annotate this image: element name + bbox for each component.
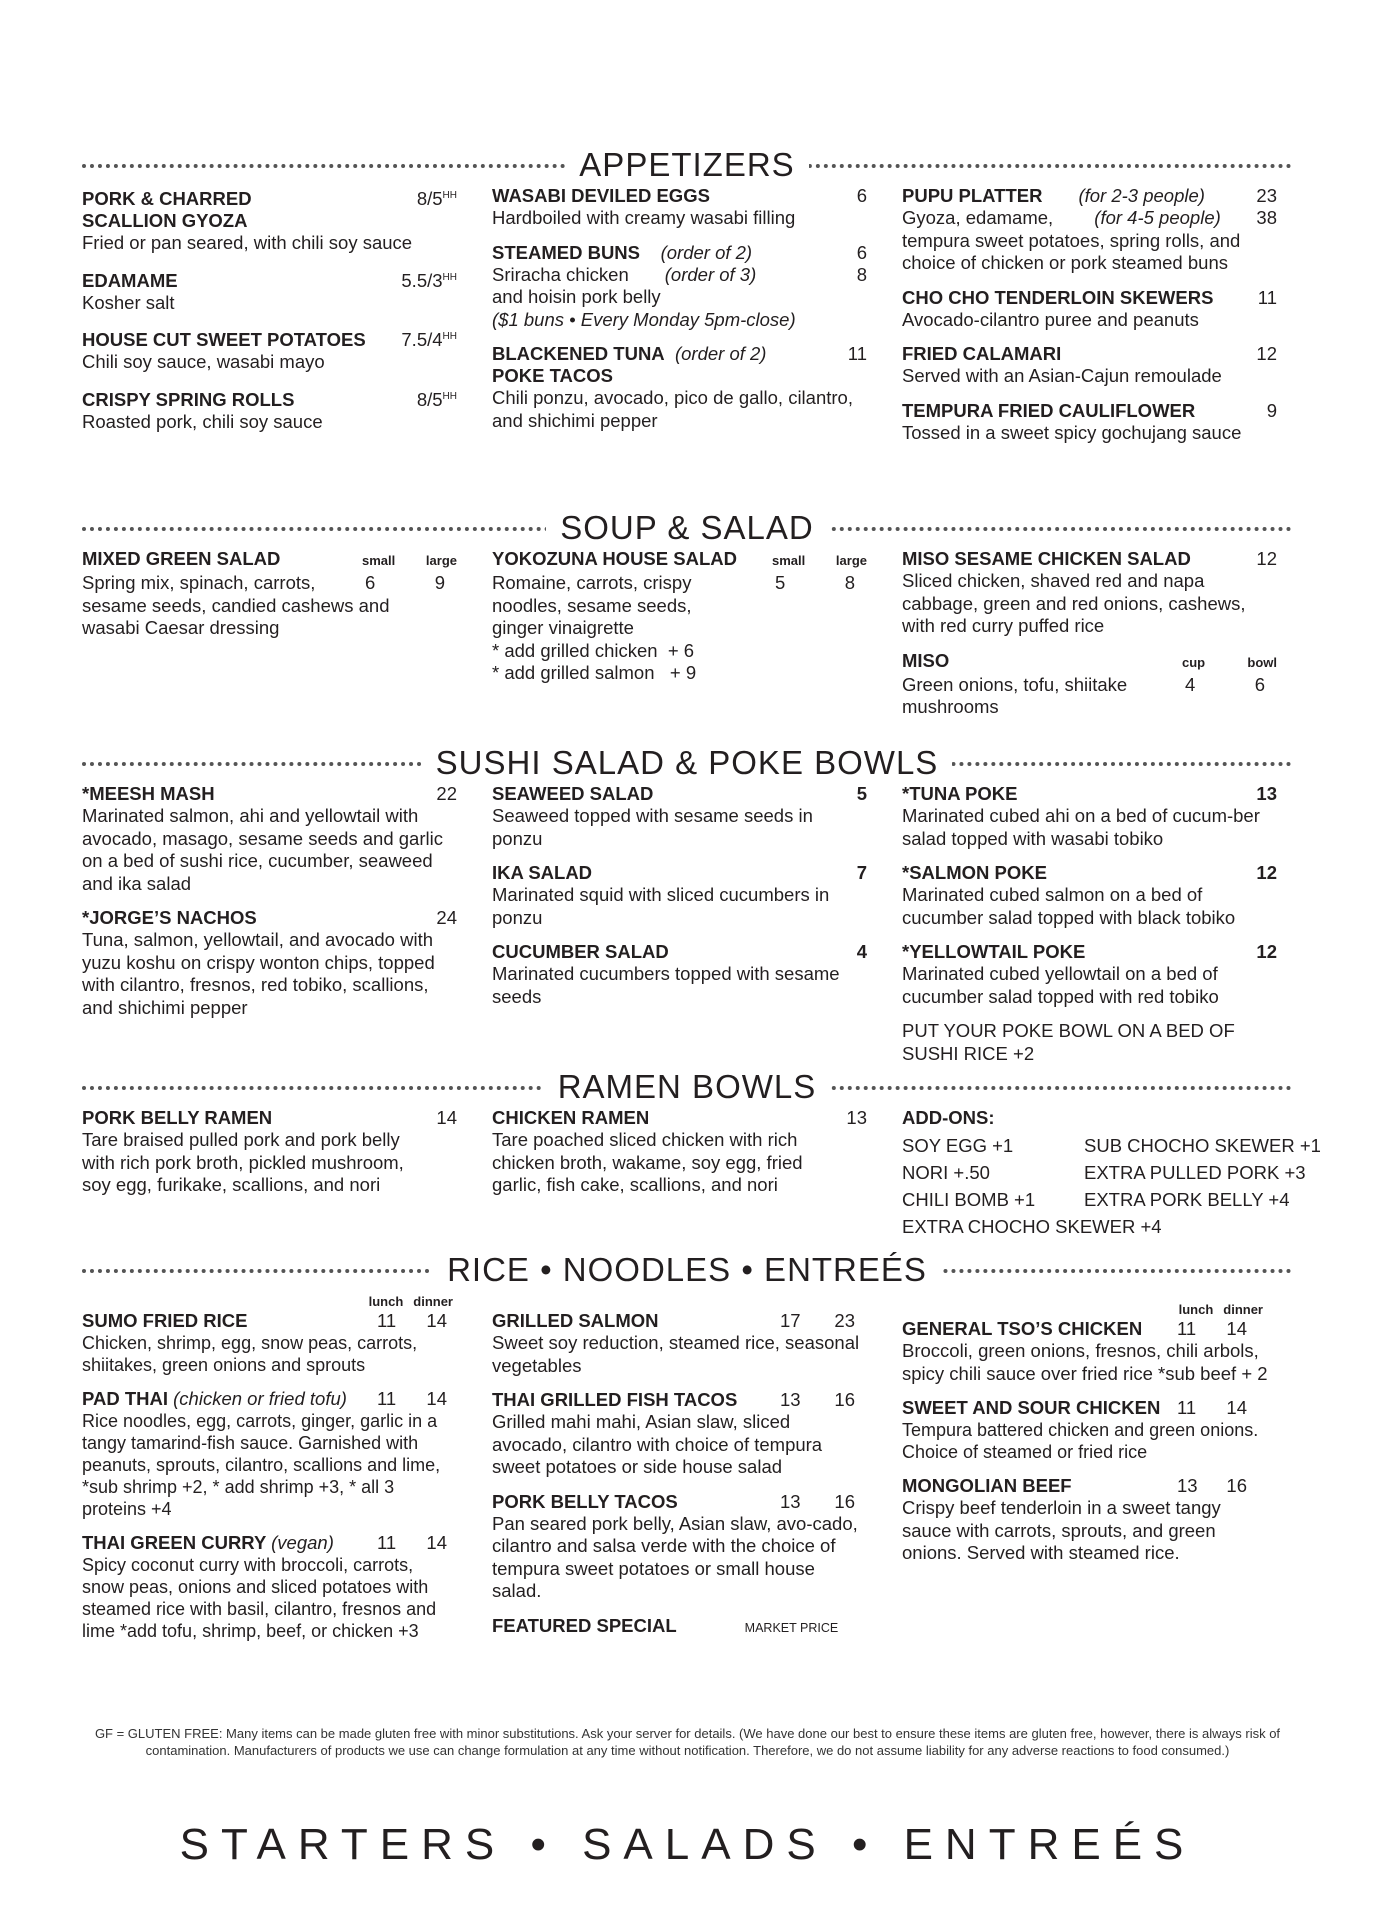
item-description: Marinated cubed yellowtail on a bed of cucumber salad topped with red tobiko — [902, 963, 1219, 1007]
happy-hour-mark: HH — [442, 190, 457, 201]
entrees-column-2 — [492, 1310, 867, 1639]
dinner-price: 14 — [426, 1532, 447, 1553]
add-on-option: * add grilled salmon + 9 — [492, 662, 697, 683]
soup-column-2 — [492, 548, 867, 697]
dinner-price: 14 — [426, 1310, 447, 1331]
section-title: RAMEN BOWLS — [544, 1068, 831, 1105]
item-price: 5.5/3 — [401, 269, 443, 291]
sushi-header — [82, 743, 1292, 783]
item-name: BLACKENED TUNA — [492, 343, 665, 364]
dinner-price: 16 — [1226, 1475, 1247, 1496]
item-name: THAI GRILLED FISH TACOS — [492, 1389, 738, 1410]
item-price: MARKET PRICE — [744, 1620, 839, 1635]
addon-row — [902, 1132, 1342, 1159]
dinner-price: 14 — [426, 1388, 447, 1409]
menu-tagline: STARTERS • SALADS • ENTREÉS — [179, 1820, 1196, 1869]
item-description: Green onions, tofu, shiitake — [902, 673, 1128, 695]
ramen-header — [82, 1067, 1292, 1107]
item-description: tempura sweet potatoes, spring rolls, and choice of chicken or pork steamed buns — [902, 229, 1241, 273]
menu-item — [492, 548, 867, 685]
sushi-column-2 — [492, 783, 867, 1020]
item-description: noodles, sesame seeds, ginger vinaigrette — [492, 594, 692, 638]
item-description: Kosher salt — [82, 291, 175, 313]
item-option: (order of 2) — [660, 241, 753, 263]
item-price: 12 — [1256, 941, 1277, 962]
addon-item: EXTRA CHOCHO SKEWER +4 — [902, 1216, 1162, 1237]
soup-column-1 — [82, 548, 457, 652]
menu-item — [902, 941, 1277, 1008]
menu-item — [492, 941, 867, 1008]
item-option: (vegan) — [271, 1532, 334, 1553]
poke-bowl-note: PUT YOUR POKE BOWL ON A BED OF SUSHI RICE +2 — [902, 1020, 1235, 1064]
gluten-free-disclaimer: GF = GLUTEN FREE: Many items can be made gluten free with minor substitutions. Ask your server for details. (We have done our best to ensure these items are gluten free, however, there is always risk of contamination. Manufacturers of products we use can change formulation at any time without notification. Therefore, we do not assume liability for any adverse reactions to food consumed.) — [94, 1726, 1281, 1758]
item-description: Served with an Asian-Cajun remoulade — [902, 365, 1222, 386]
menu-item — [902, 862, 1277, 929]
item-description: Tempura battered chicken and green onions. Choice of steamed or fried rice — [902, 1420, 1259, 1462]
item-name: PUPU PLATTER — [902, 185, 1043, 206]
size-label: large — [425, 553, 457, 568]
item-price: 22 — [436, 783, 457, 804]
item-description: Seaweed topped with sesame seeds in ponzu — [492, 805, 813, 849]
featured-special — [492, 1615, 867, 1639]
item-price: 8 — [856, 263, 867, 285]
price-column-label: dinner — [413, 1294, 453, 1309]
item-price: 6 — [856, 241, 867, 263]
item-description: and hoisin pork belly — [492, 286, 661, 307]
menu-item — [492, 343, 867, 432]
dinner-price: 16 — [834, 1490, 855, 1512]
addon-row — [902, 1186, 1342, 1213]
addon-item: EXTRA PULLED PORK +3 — [1084, 1162, 1306, 1183]
dinner-price: 14 — [1226, 1318, 1247, 1339]
price-column-label: dinner — [1223, 1302, 1263, 1317]
size-label: large — [835, 553, 867, 568]
item-name: SEAWEED SALAD — [492, 783, 654, 804]
appetizers-section — [82, 145, 1292, 443]
dinner-price: 16 — [834, 1389, 855, 1410]
sushi-column-1 — [82, 783, 457, 1031]
size-label: bowl — [1247, 654, 1277, 670]
item-description: Crispy beef tenderloin in a sweet tangy sauce with carrots, sprouts, and green onions. Served with steamed rice. — [902, 1497, 1221, 1563]
item-description: Marinated cucumbers topped with sesame seeds — [492, 963, 840, 1007]
item-name: MISO SESAME CHICKEN SALAD — [902, 548, 1191, 569]
item-description: Fried or pan seared, with chili soy sauce — [82, 232, 413, 254]
size-label: small — [362, 553, 396, 568]
item-price: 7 — [856, 862, 867, 883]
item-description: Spring mix, spinach, carrots, — [82, 572, 316, 593]
item-description: Chili ponzu, avocado, pico de gallo, cilantro, and shichimi pepper — [492, 387, 853, 431]
item-name: CRISPY SPRING ROLLS — [82, 389, 295, 411]
entrees-header — [82, 1250, 1292, 1290]
addon-item: EXTRA PORK BELLY +4 — [1084, 1189, 1290, 1210]
item-name: PORK & CHARRED — [82, 188, 252, 210]
item-name: *SALMON POKE — [902, 862, 1047, 883]
menu-item — [82, 267, 457, 315]
item-description: Pan seared pork belly, Asian slaw, avo-cado, cilantro and salsa verde with the choice of tempura sweet potatoes or small house salad. — [492, 1512, 858, 1601]
item-name: *YELLOWTAIL POKE — [902, 941, 1086, 962]
happy-hour-mark: HH — [442, 331, 457, 343]
entrees-column-1 — [82, 1294, 457, 1654]
item-description: Tossed in a sweet spicy gochujang sauce — [902, 421, 1242, 443]
item-price: 9 — [1266, 399, 1277, 421]
item-name: FRIED CALAMARI — [902, 343, 1062, 364]
menu-item — [82, 386, 457, 434]
ramen-addons — [902, 1107, 1342, 1240]
item-name: TEMPURA FRIED CAULIFLOWER — [902, 399, 1196, 421]
item-description: Grilled mahi mahi, Asian slaw, sliced avocado, cilantro with choice of tempura sweet potatoes or side house salad — [492, 1411, 823, 1477]
menu-item — [902, 548, 1277, 638]
item-name: FEATURED SPECIAL — [492, 1614, 677, 1636]
menu-item — [902, 287, 1277, 332]
item-price: 8/5 — [416, 389, 443, 411]
menu-item — [902, 1318, 1277, 1385]
sushi-column-3 — [902, 783, 1277, 1065]
menu-item — [82, 1532, 457, 1642]
item-description: mushrooms — [902, 696, 999, 717]
item-description: sesame seeds, candied cashews and wasabi Caesar dressing — [82, 594, 390, 638]
item-name: YOKOZUNA HOUSE SALAD — [492, 548, 737, 569]
addon-item: CHILI BOMB +1 — [902, 1189, 1036, 1210]
menu-item — [492, 242, 867, 332]
item-description: Sweet soy reduction, steamed rice, seasonal vegetables — [492, 1332, 860, 1376]
item-name: PAD THAI — [82, 1388, 168, 1409]
item-description: Marinated salmon, ahi and yellowtail with avocado, masago, sesame seeds and garlic on a bed of sushi rice, cucumber, seaweed and ika salad — [82, 805, 443, 894]
menu-item — [82, 548, 457, 640]
item-option: (for 4-5 people) — [1094, 207, 1221, 228]
item-name: *JORGE’S NACHOS — [82, 907, 257, 928]
item-price: 11 — [847, 343, 867, 364]
menu-item — [902, 650, 1277, 719]
item-description: Avocado-cilantro puree and peanuts — [902, 308, 1199, 330]
section-title: APPETIZERS — [565, 146, 808, 183]
item-price: 6 — [1254, 673, 1265, 695]
item-name-line2: SCALLION GYOZA — [82, 210, 248, 232]
addons-title: ADD-ONS: — [902, 1107, 995, 1128]
menu-item — [492, 862, 867, 929]
item-price: 4 — [1185, 673, 1196, 695]
addon-item: SOY EGG +1 — [902, 1135, 1014, 1156]
addon-item: NORI +.50 — [902, 1162, 990, 1183]
item-name: STEAMED BUNS — [492, 241, 641, 263]
item-option: (for 2-3 people) — [1078, 185, 1205, 206]
item-description: Chili soy sauce, wasabi mayo — [82, 351, 325, 373]
item-option: (order of 2) — [674, 343, 767, 364]
menu-item — [82, 1310, 457, 1376]
lunch-price: 11 — [377, 1310, 397, 1331]
item-name: GENERAL TSO’S CHICKEN — [902, 1318, 1143, 1339]
item-price: 6 — [365, 572, 376, 593]
menu-item — [82, 185, 457, 255]
item-name: MONGOLIAN BEEF — [902, 1475, 1072, 1496]
menu-item — [82, 1388, 457, 1520]
menu-item — [902, 400, 1277, 445]
soup-salad-section — [82, 508, 1292, 717]
item-name: PORK BELLY TACOS — [492, 1490, 678, 1512]
lunch-price: 11 — [1177, 1397, 1197, 1418]
item-description: Hardboiled with creamy wasabi filling — [492, 207, 796, 228]
menu-item — [82, 326, 457, 374]
lunch-price: 13 — [1177, 1475, 1198, 1496]
item-description: Marinated cubed salmon on a bed of cucumber salad topped with black tobiko — [902, 884, 1236, 928]
menu-item — [492, 1389, 867, 1479]
soup-salad-header — [82, 508, 1292, 548]
appetizers-column-2 — [492, 185, 867, 444]
item-name: EDAMAME — [82, 269, 178, 291]
size-label: small — [772, 553, 806, 568]
item-description: Tare poached sliced chicken with rich chicken broth, wakame, soy egg, fried garlic, fish cake, scallions, and nori — [492, 1129, 803, 1195]
lunch-price: 17 — [780, 1310, 801, 1331]
section-title: RICE • NOODLES • ENTREÉS — [433, 1251, 941, 1288]
item-name: MISO — [902, 649, 950, 671]
item-price: 38 — [1256, 207, 1277, 228]
item-note: ($1 buns • Every Monday 5pm-close) — [492, 308, 796, 330]
item-name-line2: POKE TACOS — [492, 365, 613, 386]
soup-column-3 — [902, 548, 1277, 731]
item-price: 12 — [1256, 343, 1277, 364]
item-price: 4 — [856, 941, 867, 962]
item-price: 6 — [856, 185, 867, 206]
item-description: Marinated squid with sliced cucumbers in ponzu — [492, 884, 830, 928]
item-description: Gyoza, edamame, — [902, 207, 1054, 228]
item-name: CUCUMBER SALAD — [492, 941, 669, 962]
lunch-price: 11 — [1177, 1318, 1197, 1339]
menu-item — [492, 1107, 867, 1197]
menu-item — [902, 185, 1277, 275]
menu-item — [902, 1475, 1277, 1565]
item-description: Sliced chicken, shaved red and napa cabbage, green and red onions, cashews, with red curry puffed rice — [902, 570, 1246, 636]
item-name: CHO CHO TENDERLOIN SKEWERS — [902, 286, 1214, 308]
lunch-price: 11 — [377, 1388, 397, 1409]
dinner-price: 23 — [834, 1310, 855, 1331]
item-name: *TUNA POKE — [902, 783, 1018, 804]
add-on-option: * add grilled chicken + 6 — [492, 639, 695, 661]
item-price: 12 — [1256, 862, 1277, 883]
item-description: Sriracha chicken — [492, 263, 629, 285]
happy-hour-mark: HH — [442, 271, 457, 283]
menu-item — [82, 783, 457, 895]
item-name: MIXED GREEN SALAD — [82, 548, 281, 569]
item-description: Rice noodles, egg, carrots, ginger, garlic in a tangy tamarind-fish sauce. Garnished with peanuts, sprouts, cilantro, scallions and lime, *sub shrimp +2, * add shrimp +3, * all 3 proteins +4 — [82, 1411, 441, 1519]
addon-item: SUB CHOCHO SKEWER +1 — [1084, 1135, 1321, 1156]
menu-item — [492, 185, 867, 230]
item-name: *MEESH MASH — [82, 783, 215, 804]
item-price: 8 — [844, 572, 855, 593]
menu-item — [82, 907, 457, 1019]
item-name: GRILLED SALMON — [492, 1310, 659, 1331]
item-description: Tare braised pulled pork and pork belly with rich pork broth, pickled mushroom, soy egg, furikake, scallions, and nori — [82, 1129, 404, 1195]
ramen-section — [82, 1067, 1321, 1237]
item-price: 8/5 — [416, 188, 443, 210]
appetizers-header — [82, 145, 1292, 185]
lunch-price: 13 — [780, 1389, 801, 1410]
item-description: Tuna, salmon, yellowtail, and avocado with yuzu koshu on crispy wonton chips, topped with cilantro, fresnos, red tobiko, scallions, and shichimi pepper — [82, 929, 435, 1018]
entrees-section — [82, 1250, 1292, 1641]
section-title: SOUP & SALAD — [546, 509, 828, 546]
item-description: Romaine, carrots, crispy — [492, 572, 692, 593]
item-option: (order of 3) — [664, 263, 757, 285]
item-price: 5 — [775, 572, 786, 593]
item-price: 7.5/4 — [401, 329, 443, 351]
item-name: IKA SALAD — [492, 862, 593, 883]
item-name: CHICKEN RAMEN — [492, 1107, 650, 1128]
item-name: WASABI DEVILED EGGS — [492, 185, 710, 206]
item-name: SUMO FRIED RICE — [82, 1310, 248, 1331]
menu-item — [902, 783, 1277, 850]
menu-item — [492, 783, 867, 850]
item-price: 23 — [1256, 185, 1277, 206]
item-price: 11 — [1257, 286, 1277, 308]
item-price: 13 — [846, 1107, 867, 1128]
ramen-column-1 — [82, 1107, 457, 1209]
item-name: SWEET AND SOUR CHICKEN — [902, 1397, 1161, 1418]
item-name: THAI GREEN CURRY — [82, 1532, 266, 1553]
item-description: Spicy coconut curry with broccoli, carrots, snow peas, onions and sliced potatoes with steamed rice with basil, cilantro, fresnos and lime *add tofu, shrimp, beef, or chicken +3 — [82, 1555, 437, 1641]
dinner-price: 14 — [1226, 1397, 1247, 1418]
menu-item — [492, 1491, 867, 1603]
entrees-column-3 — [902, 1302, 1277, 1577]
price-column-label: lunch — [1178, 1302, 1214, 1317]
appetizers-column-1 — [82, 185, 457, 446]
sushi-section — [82, 743, 1292, 1064]
happy-hour-mark: HH — [442, 390, 457, 402]
item-description: Chicken, shrimp, egg, snow peas, carrots, shiitakes, green onions and sprouts — [82, 1333, 418, 1375]
item-description: Marinated cubed ahi on a bed of cucum-ber salad topped with wasabi tobiko — [902, 805, 1260, 849]
ramen-column-2 — [492, 1107, 867, 1209]
item-name: PORK BELLY RAMEN — [82, 1107, 273, 1128]
menu-item — [902, 343, 1277, 388]
item-price: 12 — [1256, 548, 1277, 569]
menu-item — [82, 1107, 457, 1197]
item-price: 14 — [436, 1107, 457, 1128]
item-price: 13 — [1256, 783, 1277, 804]
item-price: 5 — [856, 783, 867, 804]
item-option: (chicken or fried tofu) — [173, 1388, 347, 1409]
addon-row — [902, 1159, 1342, 1186]
section-title: SUSHI SALAD & POKE BOWLS — [422, 744, 953, 781]
lunch-price: 11 — [377, 1532, 397, 1553]
item-price: 24 — [436, 907, 457, 928]
menu-item — [902, 1397, 1277, 1463]
item-description: Broccoli, green onions, fresnos, chili arbols, spicy chili sauce over fried rice *sub beef + 2 — [902, 1340, 1268, 1384]
size-label: cup — [1182, 654, 1206, 670]
item-name: HOUSE CUT SWEET POTATOES — [82, 329, 366, 351]
item-description: Roasted pork, chili soy sauce — [82, 411, 323, 433]
price-column-label: lunch — [368, 1294, 404, 1309]
item-price: 9 — [434, 572, 445, 593]
menu-item — [492, 1310, 867, 1377]
appetizers-column-3 — [902, 185, 1277, 456]
lunch-price: 13 — [780, 1490, 801, 1512]
